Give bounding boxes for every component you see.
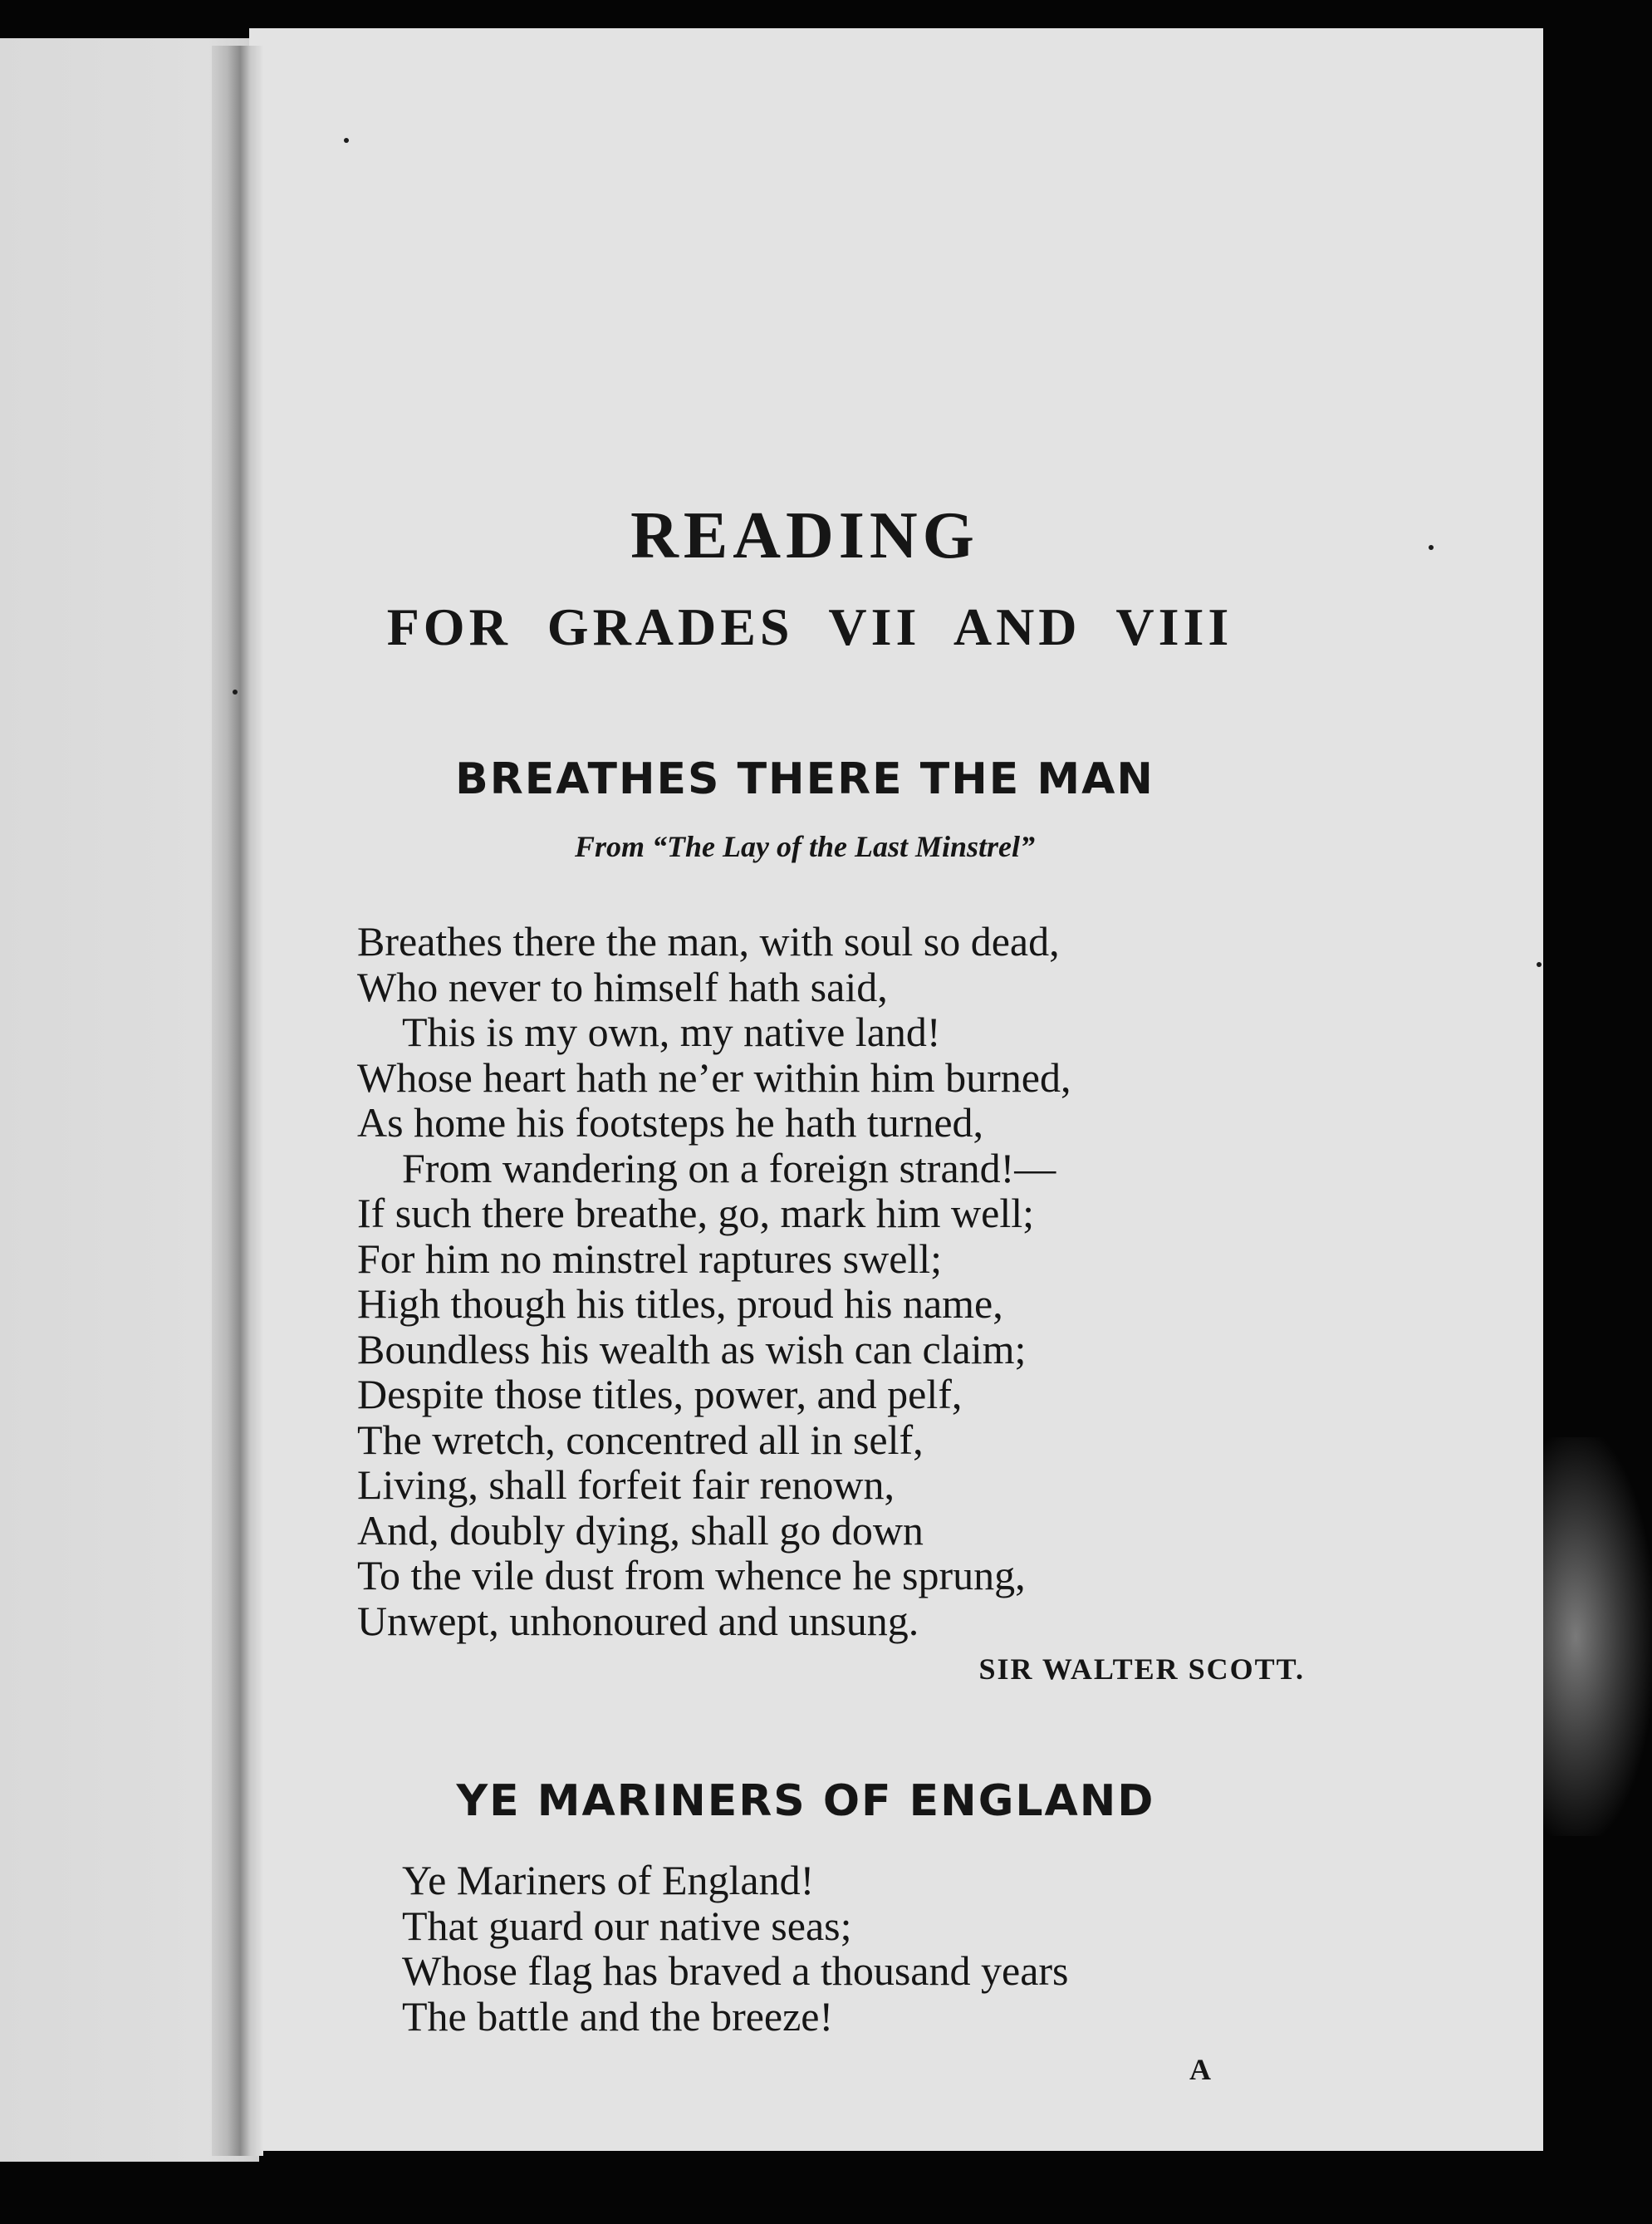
speck [1429, 545, 1434, 550]
poem-title: YE MARINERS OF ENGLAND [456, 1776, 1155, 1826]
poem-line: As home his footsteps he hath turned, [357, 1099, 984, 1146]
poem-line: This is my own, my native land! [402, 1009, 941, 1055]
poem-line: High though his titles, proud his name, [357, 1280, 1003, 1327]
poem-line: If such there breathe, go, mark him well; [357, 1190, 1034, 1236]
page-subtitle: FOR GRADES VII AND VIII [386, 597, 1233, 656]
poem-line: Whose heart hath ne’er within him burned, [357, 1053, 1071, 1101]
poem-line: Breathes there the man, with soul so dead, [357, 918, 1060, 965]
signature-mark: A [1189, 2053, 1211, 2086]
poem-line: That guard our native seas; [402, 1902, 852, 1949]
speck [1537, 962, 1542, 967]
poem-line: Ye Mariners of England! [402, 1857, 815, 1903]
poem-body [357, 919, 1071, 1643]
page-edge-shadow [1543, 25, 1652, 2185]
poem-source: From “The Lay of the Last Minstrel” [574, 830, 1035, 863]
book-gutter [212, 46, 263, 2156]
poem-line: And, doubly dying, shall go down [357, 1506, 924, 1554]
poem-line: Whose flag has braved a thousand years [402, 1947, 1069, 1994]
poem-body [402, 1858, 1069, 2039]
poem-line: Despite those titles, power, and pelf, [357, 1371, 963, 1417]
speck [233, 690, 238, 695]
poem-line: Boundless his wealth as wish can claim; [357, 1325, 1027, 1372]
poem-line: To the vile dust from whence he sprung, [357, 1552, 1026, 1598]
poem-line: Unwept, unhonoured and unsung. [357, 1597, 919, 1644]
poem-line: Who never to himself hath said, [357, 963, 888, 1010]
poem-line: Living, shall forfeit fair renown, [357, 1461, 895, 1508]
page-title: READING [630, 499, 979, 572]
speck [344, 138, 349, 143]
poem-title: BREATHES THERE THE MAN [455, 754, 1154, 804]
poem-author: SIR WALTER SCOTT. [978, 1652, 1305, 1686]
poem-line: For him no minstrel raptures swell; [357, 1235, 943, 1282]
poem-line: From wandering on a foreign strand!— [402, 1144, 1056, 1191]
poem-line: The wretch, concentred all in self, [357, 1416, 924, 1463]
poem-line: The battle and the breeze! [402, 1992, 834, 2040]
